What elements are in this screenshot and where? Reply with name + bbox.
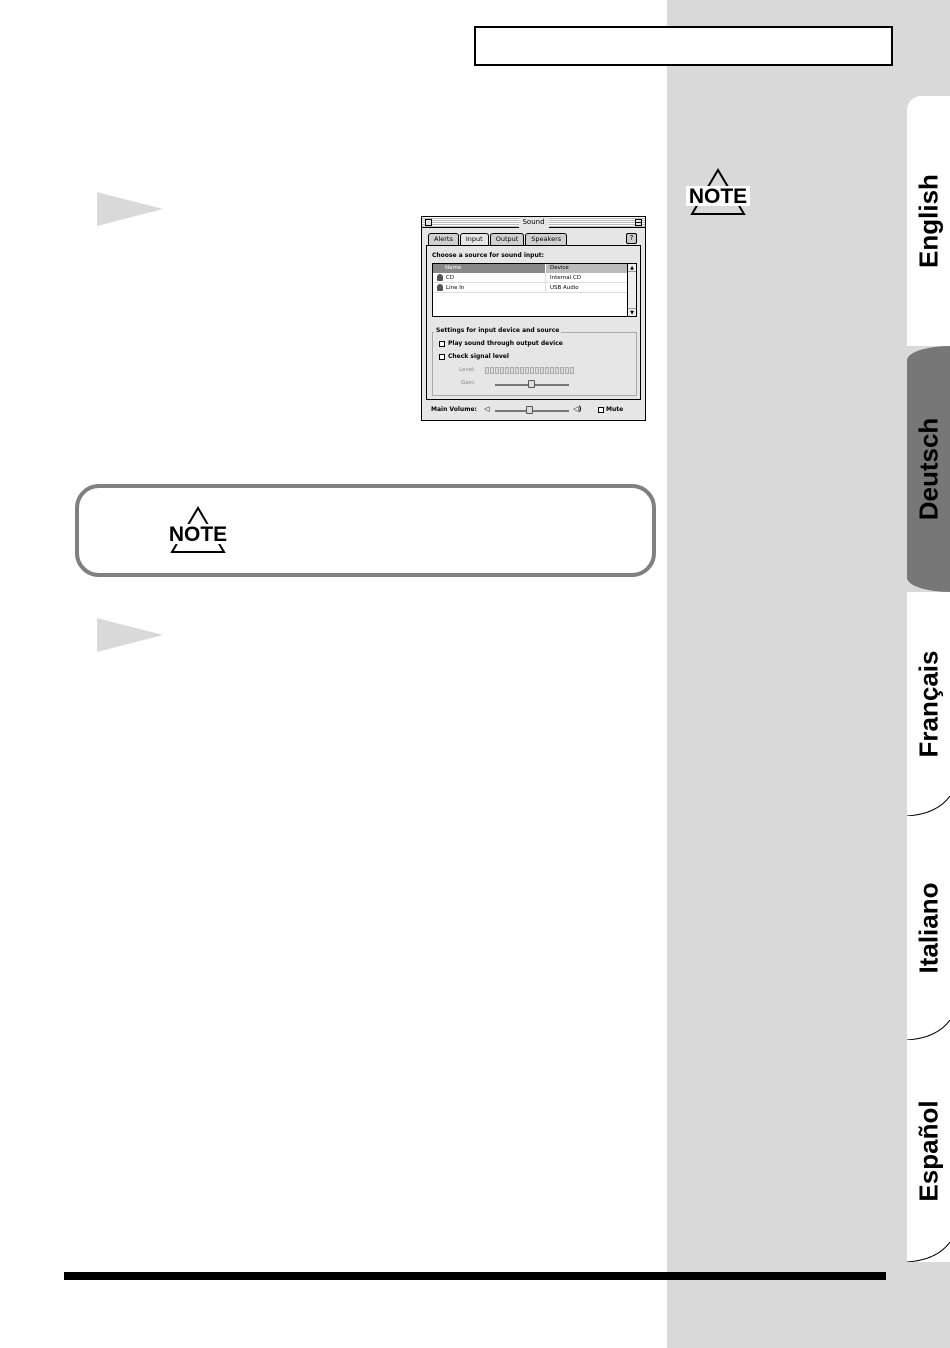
list-scrollbar[interactable]	[627, 264, 636, 316]
tab-deutsch[interactable]	[907, 346, 950, 592]
checkbox-icon[interactable]	[439, 341, 445, 347]
tab-espanol[interactable]	[907, 1040, 950, 1262]
tab-divider	[907, 1020, 950, 1040]
settings-group-label: Settings for input device and source	[436, 327, 560, 334]
zoom-box-icon[interactable]	[635, 219, 642, 226]
tab-deutsch-label: Deutsch	[913, 417, 943, 521]
scroll-up-icon[interactable]: ▲	[628, 264, 636, 272]
sound-window-title: Sound	[518, 217, 548, 228]
gain-slider-knob[interactable]	[528, 380, 535, 388]
tab-english[interactable]	[907, 96, 950, 346]
tab-francais[interactable]	[907, 592, 950, 816]
tab-divider	[907, 796, 950, 816]
list-item[interactable]	[433, 283, 636, 293]
list-header	[433, 264, 636, 273]
header-box	[474, 26, 893, 66]
cd-icon	[437, 274, 443, 281]
tab-italiano-label: Italiano	[913, 882, 943, 974]
check-level-label: Check signal level	[448, 353, 509, 360]
scroll-down-icon[interactable]: ▼	[628, 308, 636, 316]
source-device: USB Audio	[550, 285, 579, 291]
level-label: Level:	[459, 367, 476, 373]
tab-divider	[907, 1242, 950, 1262]
choose-source-label: Choose a source for sound input:	[432, 252, 544, 259]
volume-bar	[422, 403, 645, 420]
level-meter	[485, 367, 574, 374]
mute-label: Mute	[606, 406, 624, 413]
settings-group	[432, 327, 637, 396]
tab-francais-label: Français	[913, 650, 943, 758]
sound-window-titlebar[interactable]	[422, 217, 645, 228]
tab-alerts[interactable]: Alerts	[428, 233, 459, 245]
checkbox-icon[interactable]	[439, 354, 445, 360]
note-icon	[686, 168, 750, 216]
tab-speakers[interactable]: Speakers	[525, 233, 567, 245]
tab-input[interactable]: Input	[460, 233, 489, 246]
play-through-checkbox[interactable]	[439, 340, 563, 347]
list-item[interactable]	[433, 273, 636, 283]
mute-checkbox[interactable]	[598, 406, 623, 413]
column-header-name[interactable]: Name	[433, 264, 546, 273]
help-icon[interactable]: ?	[626, 233, 637, 244]
checkbox-icon[interactable]	[598, 407, 604, 413]
sound-window	[421, 216, 646, 421]
source-name: CD	[446, 274, 455, 281]
close-box-icon[interactable]	[425, 219, 432, 226]
column-header-device[interactable]: Device	[546, 264, 636, 273]
main-volume-knob[interactable]	[526, 406, 533, 414]
speaker-low-icon: ◁	[484, 405, 490, 413]
gain-label: Gain:	[461, 380, 476, 386]
note-text: NOTE	[168, 523, 228, 546]
tab-italiano[interactable]	[907, 816, 950, 1040]
input-panel	[426, 245, 641, 400]
check-level-checkbox[interactable]	[439, 353, 509, 360]
line-in-icon	[437, 284, 443, 291]
input-source-list	[432, 263, 637, 317]
step-arrow-2	[97, 618, 163, 652]
play-through-label: Play sound through output device	[448, 340, 563, 347]
tab-espanol-label: Español	[913, 1100, 943, 1202]
step-arrow-1	[97, 192, 163, 226]
speaker-high-icon: ◁)	[573, 405, 582, 413]
source-name: Line In	[446, 284, 465, 291]
source-device: Internal CD	[550, 275, 582, 281]
note-icon	[166, 506, 230, 554]
note-text: NOTE	[688, 185, 748, 208]
main-volume-label: Main Volume:	[431, 406, 477, 413]
tab-output[interactable]: Output	[490, 233, 525, 245]
tab-english-label: English	[913, 174, 943, 268]
note-box	[75, 484, 656, 577]
footer-rule	[64, 1272, 886, 1280]
